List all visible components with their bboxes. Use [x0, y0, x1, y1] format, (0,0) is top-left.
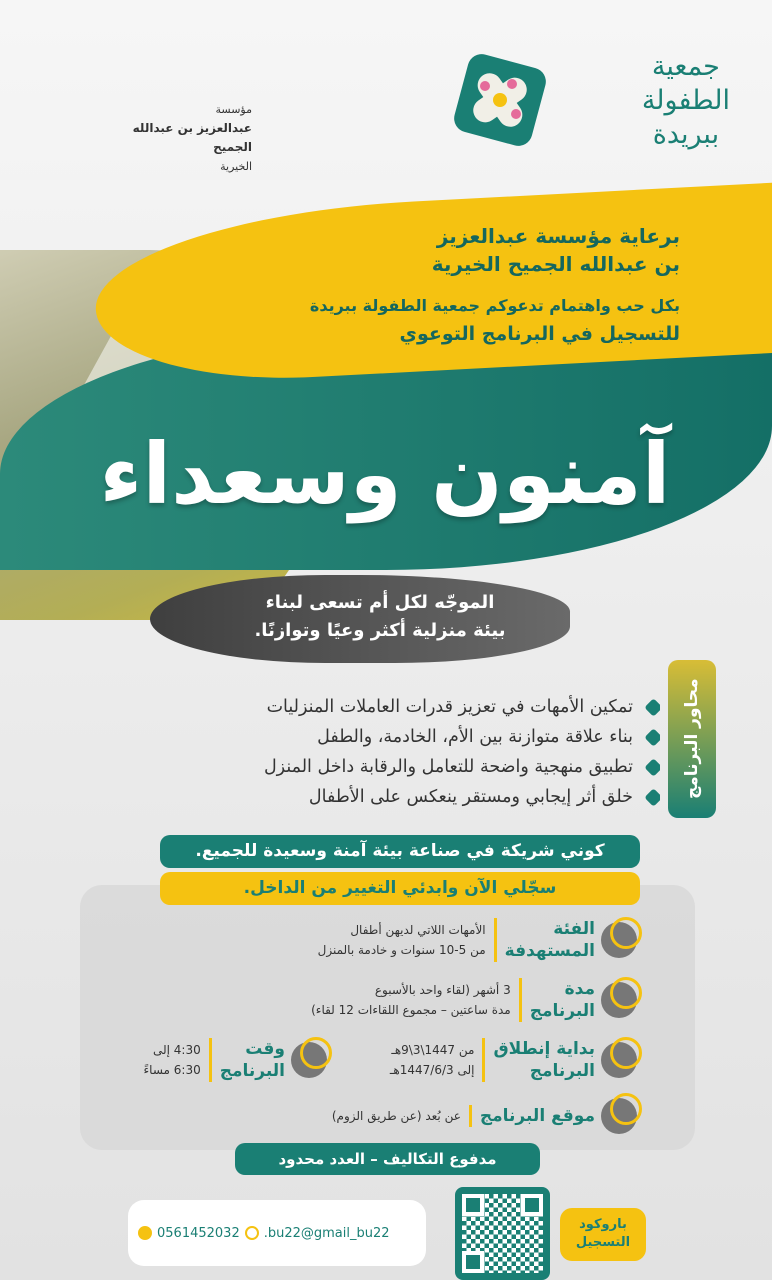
diamond-bullet-icon — [644, 698, 660, 716]
list-item: بناء علاقة متوازنة بين الأم، الخادمة، والطفل — [60, 722, 660, 752]
list-item: تمكين الأمهات في تعزيز قدرات العاملات المنزليات — [60, 692, 660, 722]
partner-banner: كوني شريكة في صناعة بيئة آمنة وسعيدة للجميع. — [160, 835, 640, 868]
calligraphy-logo — [260, 40, 340, 160]
foundation-line3: الخيرية — [220, 160, 252, 173]
diamond-bullet-icon — [644, 758, 660, 776]
foundation-line2: عبدالعزيز بن عبدالله الجميح — [132, 121, 252, 154]
tagline: الموجّه لكل أم تسعى لبناء بيئة منزلية أكثر وعيًا وتوازنًا. — [150, 575, 570, 663]
invite-text: بكل حب واهتمام تدعوكم جمعية الطفولة ببريدة للتسجيل في البرنامج التوعوي — [309, 296, 680, 345]
logo-line3: ببريدة — [652, 119, 720, 150]
logo-mark-icon — [450, 50, 550, 150]
program-axes-label: محاور البرنامج — [668, 660, 716, 818]
phone-icon — [138, 1226, 152, 1240]
jamiya-tufula-logo — [450, 40, 760, 160]
logo-line1: جمعية — [651, 51, 720, 82]
clock-icon — [601, 982, 637, 1018]
target-icon — [601, 922, 637, 958]
diamond-bullet-icon — [644, 728, 660, 746]
axes-list — [60, 692, 660, 812]
fee-note: مدفوع التكاليف – العدد محدود — [235, 1143, 540, 1175]
duration-row: مدة البرنامج 3 أشهر (لقاء واحد بالأسبوع مدة ساعتين – مجموع اللقاءات 12 لقاء) — [311, 978, 637, 1022]
registration-qr-code[interactable] — [455, 1187, 550, 1280]
register-banner: سجّلي الآن وابدئي التغيير من الداخل. — [160, 872, 640, 905]
location-pin-icon — [601, 1098, 637, 1134]
program-title: آمنون وسعداء — [99, 425, 671, 523]
logo-line2: الطفولة — [641, 85, 730, 116]
phone-number[interactable]: 0561452032 — [157, 1225, 240, 1241]
jumaih-foundation-logo — [100, 40, 340, 173]
instagram-icon — [245, 1226, 259, 1240]
calendar-icon — [601, 1042, 637, 1078]
start-row: بداية إنطلاق البرنامج من 1447\3\9هـ إلى 1447/6/3هـ — [390, 1038, 637, 1082]
yellow-wave — [91, 182, 772, 388]
time-row: وقت البرنامج 4:30 إلى 6:30 مساءً — [144, 1038, 327, 1082]
contact-box — [128, 1200, 426, 1266]
diamond-bullet-icon — [644, 788, 660, 806]
foundation-line1: مؤسسة — [215, 103, 252, 116]
list-item: خلق أثر إيجابي ومستقر ينعكس على الأطفال — [60, 782, 660, 812]
registration-qr-label[interactable]: باروكود التسجيل — [560, 1208, 646, 1261]
target-row: الفئة المستهدفة الأمهات اللاتي لديهن أطفال من 5-10 سنوات و خادمة بالمنزل — [318, 918, 637, 962]
list-item: تطبيق منهجية واضحة للتعامل والرقابة داخل المنزل — [60, 752, 660, 782]
alarm-clock-icon — [291, 1042, 327, 1078]
sponsor-text: برعاية مؤسسة عبدالعزيز بن عبدالله الجميح الخيرية — [431, 224, 680, 276]
social-handle[interactable]: .bu22@gmail_bu22 — [263, 1225, 390, 1241]
location-row: موقع البرنامج عن بُعد (عن طريق الزوم) — [332, 1098, 637, 1134]
